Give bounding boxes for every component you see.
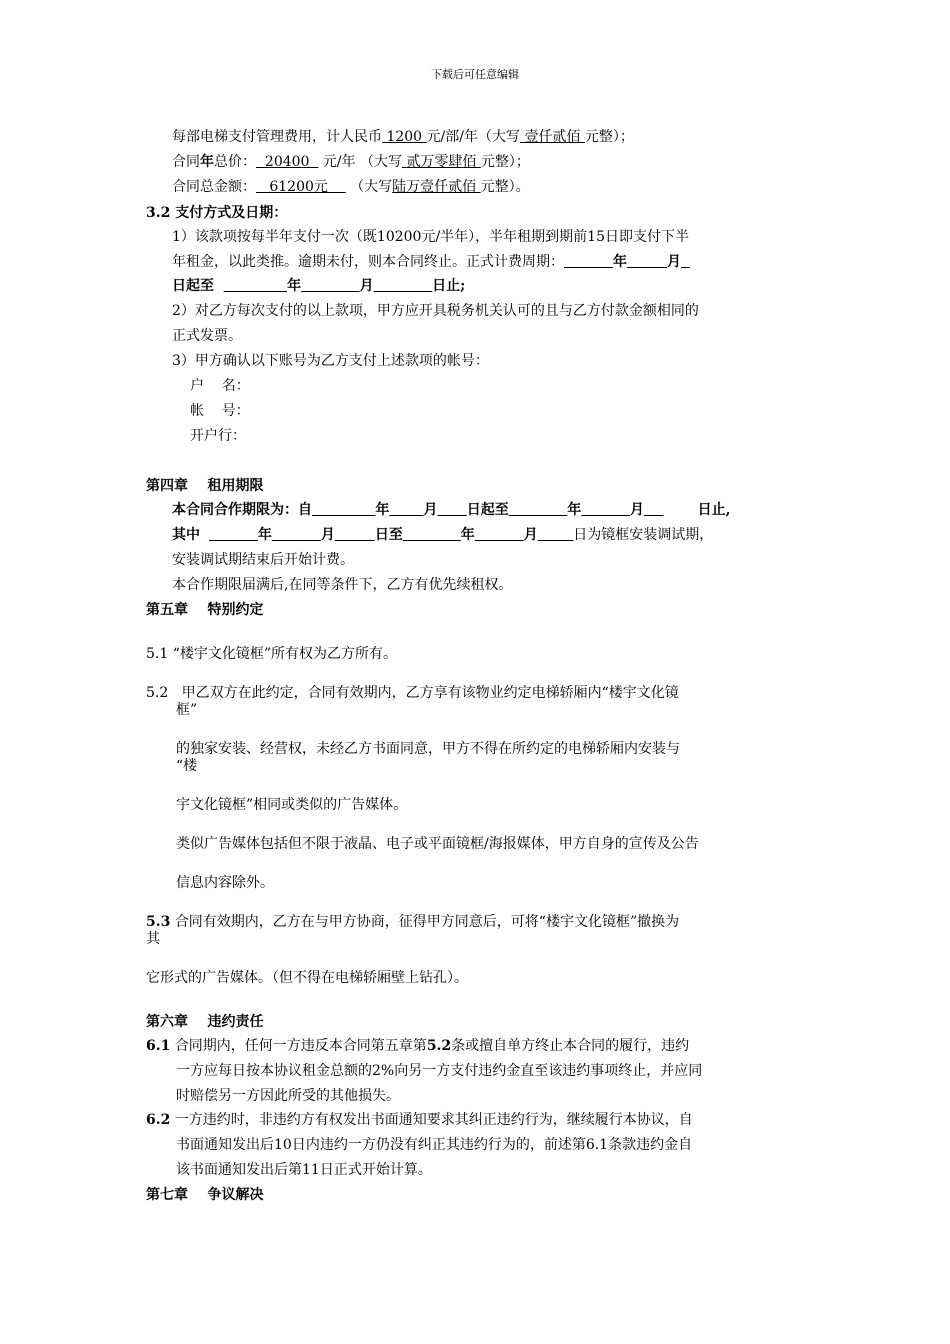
annual-amount: 20400 bbox=[264, 154, 310, 170]
chapter-5-title: 第五章 特别约定 bbox=[146, 602, 264, 618]
s32-p1-line2: 年租金，以此类推。逾期未付，则本合同终止。正式计费周期： 年 月 bbox=[172, 254, 682, 270]
s32-p2-line1: 2）对乙方每次支付的以上款项，甲方应开具税务机关认可的且与乙方付款金额相同的 bbox=[172, 303, 699, 319]
clause-5-3-line1-wrap: 其 bbox=[146, 931, 160, 947]
clause-5-2-line3: 宇文化镜框”相同或类似的广告媒体。 bbox=[176, 797, 408, 813]
ch4-term-line2: 其中 年 月 日至 年 月 日为镜框安装调试期， bbox=[172, 527, 714, 543]
chapter-6-title: 第六章 违约责任 bbox=[146, 1014, 264, 1030]
chapter-4-title: 第四章 租用期限 bbox=[146, 478, 264, 494]
clause-6-2-line3: 该书面通知发出后第11日正式开始计算。 bbox=[176, 1162, 432, 1178]
clause-6-1-line2: 一方应每日按本协议租金总额的2%向另一方支付违约金直至该违约事项终止，并应同 bbox=[176, 1063, 703, 1079]
page-header: 下载后可任意编辑 bbox=[431, 68, 519, 81]
s32-p1-line1: 1）该款项按每半年支付一次（既10200元/半年），半年租期到期前15日即支付下半 bbox=[172, 229, 689, 245]
clause-5-3-line2: 它形式的广告媒体。（但不得在电梯轿厢壁上钻孔）。 bbox=[146, 970, 468, 986]
fee-amount: 1200 bbox=[386, 129, 423, 145]
clause-6-2-line1: 6.2 一方违约时，非违约方有权发出书面通知要求其纠正违约行为，继续履行本协议，自 bbox=[146, 1112, 693, 1128]
clause-5-2-line2: 的独家安装、经营权，未经乙方书面同意，甲方不得在所约定的电梯轿厢内安装与 bbox=[176, 741, 680, 757]
fee-line-annual: 合同年总价： 20400 元/年 （大写 贰万零肆佰 元整）； bbox=[172, 154, 530, 170]
s32-p3: 3）甲方确认以下账号为乙方支付上述款项的帐号： bbox=[172, 353, 489, 369]
annual-amount-upper: 贰万零肆佰 bbox=[406, 154, 477, 170]
total-amount-upper: 陆万壹仟贰佰 bbox=[392, 179, 477, 195]
fee-line-per-elevator: 每部电梯支付管理费用，计人民币 1200 元/部/年（大写 壹仟贰佰 元整）； bbox=[172, 129, 634, 145]
clause-6-1-line3: 时赔偿另一方因此所受的其他损失。 bbox=[176, 1088, 400, 1104]
ch4-term-line1: 本合同合作期限为：自 年 月 日起至 年 月 日止, bbox=[172, 502, 731, 518]
clause-5-2-line1: 5.2 甲乙双方在此约定，合同有效期内，乙方享有该物业约定电梯轿厢内“楼宇文化镜 bbox=[146, 685, 679, 701]
clause-5-1: 5.1 “楼宇文化镜框”所有权为乙方所有。 bbox=[146, 646, 398, 662]
s32-p2-line2: 正式发票。 bbox=[172, 328, 242, 344]
s32-p1-line3: 日起至 年 月 日止; bbox=[172, 278, 466, 294]
section-3-2-title: 3.2 支付方式及日期： bbox=[146, 205, 288, 221]
ch4-term-line3: 安装调试期结束后开始计费。 bbox=[172, 552, 354, 568]
account-number-label: 帐 号： bbox=[190, 403, 250, 419]
clause-5-2-line2-wrap: “楼 bbox=[176, 758, 198, 774]
clause-5-2-line1-wrap: 框” bbox=[176, 702, 198, 718]
clause-5-2-line5: 信息内容除外。 bbox=[176, 875, 274, 891]
clause-6-1-line1: 6.1 合同期内，任何一方违反本合同第五章第5.2条或擅自单方终止本合同的履行，违约 bbox=[146, 1038, 690, 1054]
fee-amount-upper: 壹仟贰佰 bbox=[524, 129, 581, 145]
clause-6-2-line2: 书面通知发出后10日内违约一方仍没有纠正其违约行为的，前述第6.1条款违约金自 bbox=[176, 1137, 693, 1153]
chapter-7-title: 第七章 争议解决 bbox=[146, 1187, 264, 1203]
clause-5-2-line4: 类似广告媒体包括但不限于液晶、电子或平面镜框/海报媒体，甲方自身的宣传及公告 bbox=[176, 836, 699, 852]
clause-5-3-line1: 5.3 合同有效期内，乙方在与甲方协商，征得甲方同意后，可将“楼宇文化镜框”撤换为 bbox=[146, 914, 680, 930]
bank-label: 开户行： bbox=[190, 428, 246, 444]
total-amount: 61200元 bbox=[269, 179, 328, 195]
ch4-renewal: 本合作期限届满后,在同等条件下，乙方有优先续租权。 bbox=[172, 577, 513, 593]
fee-line-total: 合同总金额： 61200元 （大写陆万壹仟贰佰 元整）。 bbox=[172, 179, 530, 195]
account-name-label: 户 名： bbox=[190, 378, 250, 394]
